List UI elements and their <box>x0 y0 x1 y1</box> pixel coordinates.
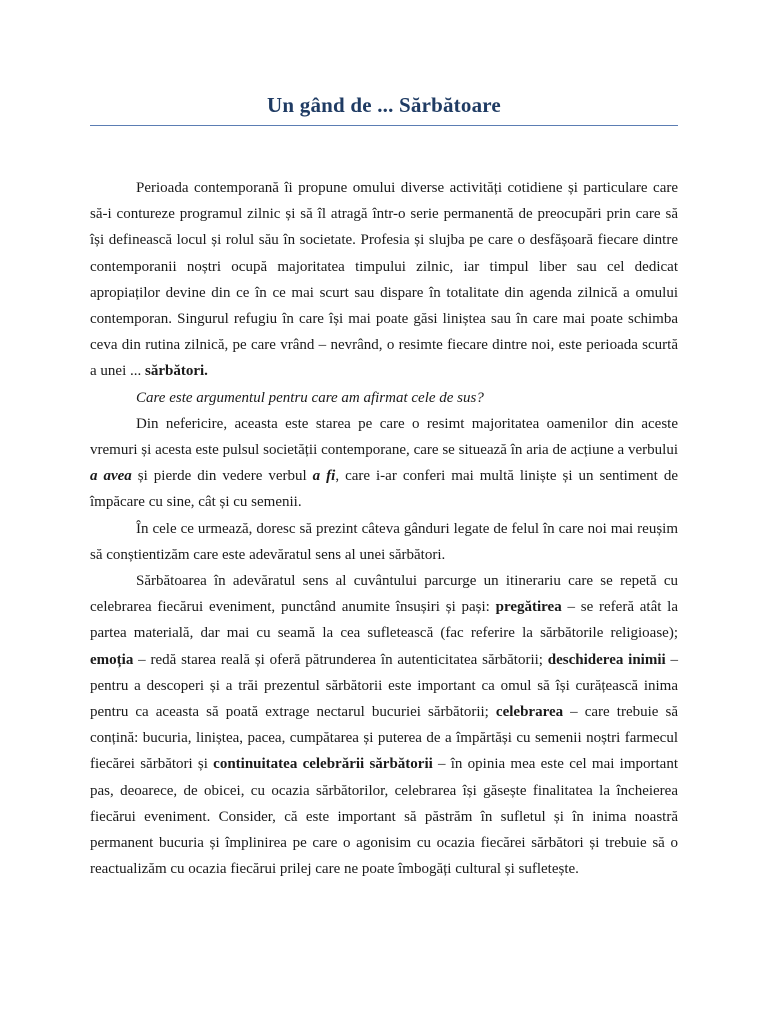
paragraph-4: În cele ce urmează, doresc să prezint câteva gânduri legate de felul în care noi mai reușim să conștientizăm care este adevăratul sens al unei sărbători. <box>90 520 678 563</box>
paragraph-3 <box>90 411 678 516</box>
paragraph-5-text-5: – care trebuie să conțină: bucuria, liniștea, pacea, cumpătarea și puterea de a împărtăși cu semenii noștri farmecul fiecărei sărbători și <box>90 704 678 773</box>
paragraph-5 <box>90 568 678 882</box>
paragraph-1 <box>90 175 678 385</box>
paragraph-5-text-3: – redă starea reală și oferă pătrunderea în autenticitatea sărbătorii; <box>133 651 548 668</box>
paragraph-5-text-4: – pentru a descoperi și a trăi prezentul sărbătorii este important ca omul să își curățească inima pentru ca aceasta să poată extrage nectarul bucuriei sărbătorii; <box>90 651 679 721</box>
paragraph-5-pregatirea: pregătirea <box>495 599 562 616</box>
paragraph-5-text-6: – în opinia mea este cel mai important pas, deoarece, de obicei, cu ocazia sărbătorilor, celebrarea își găsește finalitatea la încheierea fiecărui eveniment. Consider, că este important să păstrăm în sufletul și în inima noastră permanent bucuria și împlinirea pe care o agonisim cu ocazia fiecărei sărbători și trebuie să o reactualizăm cu ocazia fiecărui prilej care ne poate îmbogăți cultural și sufletește. <box>90 756 678 878</box>
paragraph-1-text: Perioada contemporană îi propune omului diverse activități cotidiene și particulare care să-i contureze programul zilnic și să îl atragă într-o serie permanentă de preocupări prin care să își definească locul și rolul său în societate. Profesia și slujba pe care o desfășoară fiecare dintre contemporanii noștri ocupă majoritatea timpului zilnic, iar timpul liber sau cel dedicat apropiaților devine din ce în ce mai scurt sau dispare în totalitate din agenda zilnică a omului contemporan. Singurul refugiu în care își mai poate găsi liniștea sau în care mai poate schimba ceva din rutina zilnică, pe care vrând – nevrând, o resimte fiecare dintre noi, este perioada scurtă a unei ... <box>90 180 678 380</box>
paragraph-3-verb-a-fi: a fi <box>312 468 336 485</box>
paragraph-5-continuitatea: continuitatea celebrării sărbătorii <box>213 756 433 773</box>
paragraph-3-text-3: , care i-ar conferi mai multă liniște și un sentiment de împăcare cu sine, cât și cu semenii. <box>90 468 678 511</box>
paragraph-3-verb-a-avea: a avea <box>90 468 132 485</box>
paragraph-3-text-1: Din nefericire, aceasta este starea pe care o resimt majoritatea oamenilor din aceste vremuri și acesta este pulsul societății contemporane, care se situează în aria de acțiune a verbului <box>90 415 678 459</box>
title-underline <box>90 125 678 126</box>
paragraph-5-text-2: – se referă atât la partea materială, dar mai cu seamă la cea sufletească (fac referire la sărbătorile religioase); <box>90 599 678 642</box>
document-title: Un gând de ... Sărbătoare <box>267 93 501 117</box>
paragraph-5-celebrarea: celebrarea <box>495 704 564 721</box>
document-body <box>90 175 678 882</box>
paragraph-2-question: Care este argumentul pentru care am afirmat cele de sus? <box>136 389 484 406</box>
paragraph-3-text-2: și pierde din vedere verbul <box>131 468 313 485</box>
paragraph-5-text-1: Sărbătoarea în adevăratul sens al cuvântului parcurge un itinerariu care se repetă cu celebrarea fiecărui eveniment, punctând anumite însușiri și pași: <box>90 573 678 616</box>
paragraph-5-deschiderea-inimii: deschiderea inimii <box>547 651 666 668</box>
paragraph-5-emotia: emoția <box>90 651 134 668</box>
paragraph-1-bold: sărbători. <box>144 363 208 380</box>
